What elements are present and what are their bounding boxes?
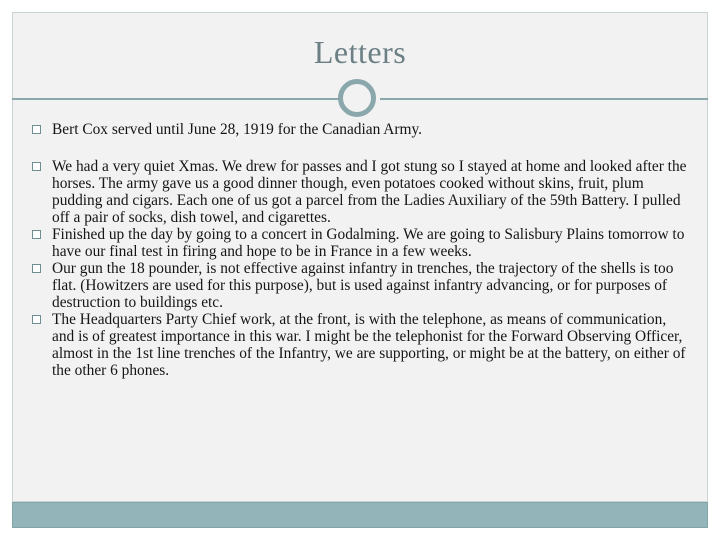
title-rule-left: [12, 98, 340, 100]
bullet-item: [32, 226, 692, 260]
bullet-item: [32, 260, 692, 311]
bullet-text: Bert Cox served until June 28, 1919 for the Canadian Army.: [52, 121, 423, 138]
square-bullet-icon: [32, 264, 41, 273]
footer-bar: [12, 502, 708, 528]
bullet-list: [32, 121, 692, 379]
square-bullet-icon: [32, 230, 41, 239]
bullet-text: The Headquarters Party Chief work, at the front, is with the telephone, as means of communication, and is of greatest importance in this war. I might be the telephonist for the Forward Observing Officer, almost in the 1st line trenches of the Infantry, we are supporting, or might be at the battery, on either of the other 6 phones.: [52, 311, 686, 379]
square-bullet-icon: [32, 162, 41, 171]
bullet-item: [32, 158, 692, 226]
bullet-text: We had a very quiet Xmas. We drew for passes and I got stung so I stayed at home and looked after the horses. The army gave us a good dinner though, even potatoes cooked without skins, fruit, plum pudding and cigars. Each one of us got a parcel from the Ladies Auxiliary of the 59th Battery. I pulled off a pair of socks, dish towel, and cigarettes.: [52, 158, 687, 226]
bullet-text: Our gun the 18 pounder, is not effective against infantry in trenches, the trajectory of the shells is too flat. (Howitzers are used for this purpose), but is used against infantry advancing, or for purposes of destruction to buildings etc.: [52, 260, 674, 311]
slide-title: Letters: [313, 34, 407, 70]
bullet-item: [32, 121, 692, 138]
bullet-item: [32, 311, 692, 379]
bullet-text: Finished up the day by going to a concert in Godalming. We are going to Salisbury Plains tomorrow to have our final test in firing and hope to be in France in a few weeks.: [52, 226, 685, 260]
title-rule-right: [380, 98, 708, 100]
title-circle-ornament: [338, 79, 376, 117]
square-bullet-icon: [32, 315, 41, 324]
square-bullet-icon: [32, 125, 41, 134]
